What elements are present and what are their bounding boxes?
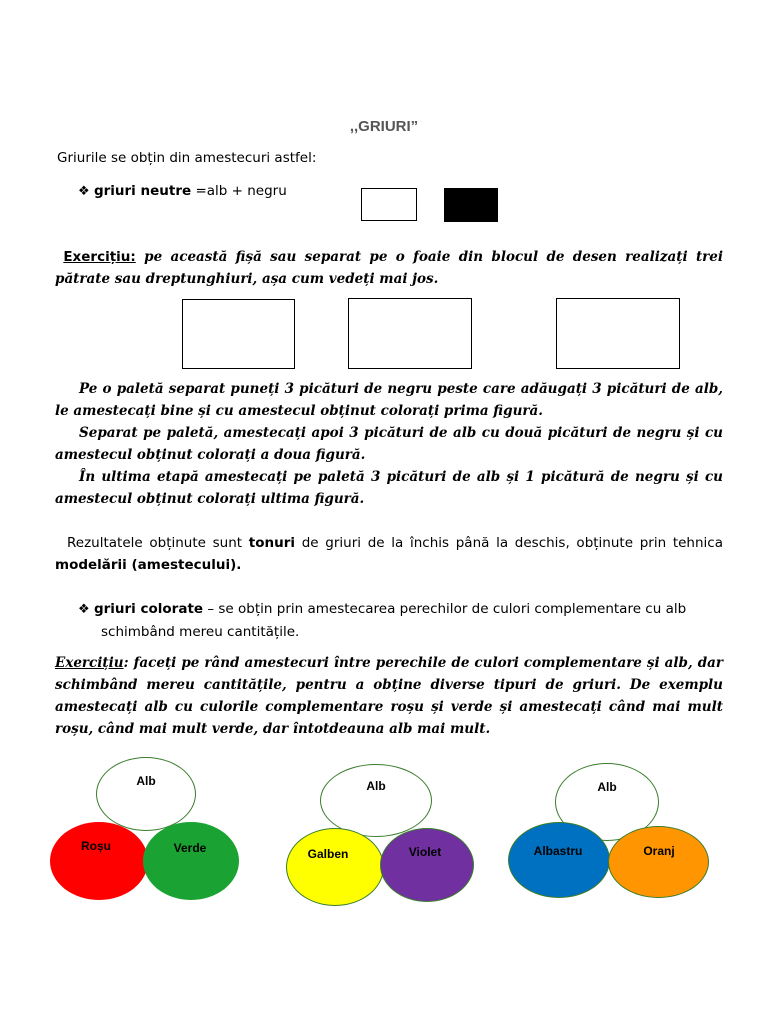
orange-circle — [608, 826, 709, 898]
rectangle-2 — [348, 298, 472, 369]
white-label: Alb — [136, 774, 156, 788]
white-label: Alb — [597, 780, 617, 794]
neutral-label: griuri neutre — [93, 183, 192, 199]
colored-bullet-line — [78, 598, 728, 643]
result-paragraph — [55, 532, 723, 576]
exercise-2-label: Exercițiu — [55, 655, 124, 671]
red-circle — [50, 822, 148, 900]
green-circle — [143, 822, 239, 900]
step-3: În ultima etapă amestecați pe paletă 3 picături de alb și 1 picătură de negru și cu amestecul obținut colorați ultima figură. — [55, 469, 723, 507]
blue-circle — [508, 822, 610, 898]
page-title: ,,GRIURI” — [349, 118, 419, 135]
white-circle — [96, 757, 196, 831]
yellow-label: Galben — [307, 847, 349, 861]
result-pre: Rezultatele obținute sunt — [67, 535, 243, 551]
exercise-1 — [55, 246, 723, 290]
red-label: Roșu — [81, 839, 111, 853]
colored-text-2: schimbând mereu cantitățile. — [101, 624, 300, 640]
colored-text: – se obțin prin amestecarea perechilor de culori complementare cu alb — [207, 601, 687, 617]
rectangle-3 — [556, 298, 680, 369]
intro-text: Griurile se obțin din amestecuri astfel: — [57, 150, 317, 166]
neutral-bullet-line — [78, 183, 287, 199]
result-mid: de griuri de la închis până la deschis, obținute prin tehnica — [301, 535, 723, 551]
colored-label: griuri colorate — [93, 601, 204, 617]
result-bold-1: tonuri — [248, 535, 296, 551]
bullet-icon: ❖ — [78, 602, 90, 617]
yellow-circle — [286, 828, 384, 906]
rectangle-1 — [182, 299, 295, 369]
steps-block — [55, 378, 723, 510]
black-swatch — [444, 188, 498, 222]
step-1: Pe o paletă separat puneți 3 picături de negru peste care adăugați 3 picături de alb, le amestecați bine și cu amestecul obținut colorați prima figură. — [55, 381, 723, 419]
exercise-2 — [55, 652, 723, 740]
exercise-1-label: Exercițiu: — [63, 249, 136, 265]
violet-circle — [380, 828, 474, 902]
neutral-text: =alb + negru — [195, 183, 287, 199]
result-bold-2: modelării (amestecului). — [55, 557, 242, 573]
bullet-icon: ❖ — [78, 184, 90, 199]
exercise-2-text: : faceți pe rând amestecuri între perechile de culori complementare și alb, dar schimbând mereu cantitățile, pentru a obține diverse tipuri de griuri. De exemplu amestecați alb cu culorile complementare roșu și verde și amestecați când mai mult roșu, când mai mult verde, dar întotdeauna alb mai mult. — [55, 655, 723, 737]
step-2: Separat pe paletă, amestecați apoi 3 picături de alb cu două picături de negru și cu amestecul obținut colorați a doua figură. — [55, 425, 723, 463]
white-label: Alb — [366, 779, 386, 793]
white-swatch — [361, 188, 417, 221]
white-circle — [320, 764, 432, 837]
blue-label: Albastru — [533, 844, 583, 858]
orange-label: Oranj — [643, 844, 675, 858]
green-label: Verde — [173, 841, 207, 855]
exercise-1-text: pe această fișă sau separat pe o foaie din blocul de desen realizați trei pătrate sau dreptunghiuri, așa cum vedeți mai jos. — [55, 249, 724, 287]
violet-label: Violet — [408, 845, 442, 859]
